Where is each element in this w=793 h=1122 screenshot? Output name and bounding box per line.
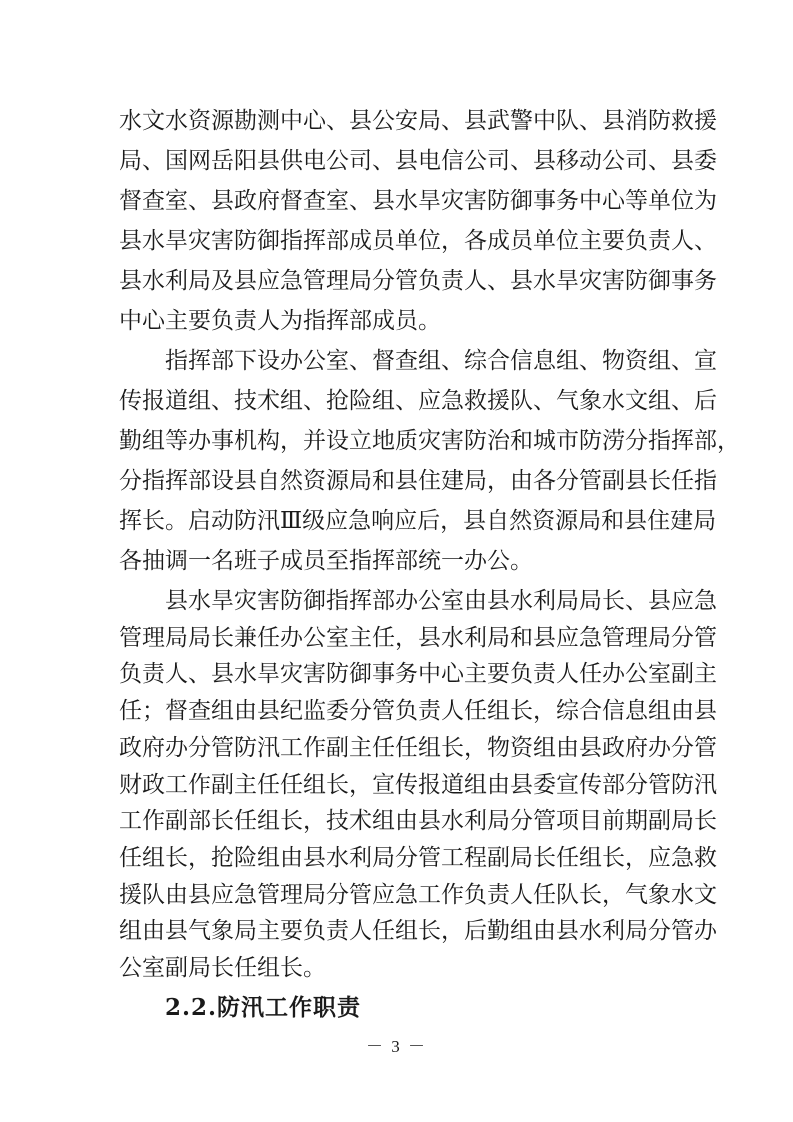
paragraph-line: 各抽调一名班子成员至指挥部统一办公。 xyxy=(119,548,533,574)
paragraph-line: 任；督查组由县纪监委分管负责人任组长，综合信息组由县 xyxy=(119,698,717,725)
paragraph-line: 勤组等办事机构，并设立地质灾害防治和城市防涝分指挥部， xyxy=(119,428,740,454)
paragraph-line: 政府办分管防汛工作副主任任组长，物资组由县政府办分管 xyxy=(119,734,717,761)
section-heading: 2.2.防汛工作职责 xyxy=(165,994,362,1021)
paragraph-line: 组由县气象局主要负责人任组长，后勤组由县水利局分管办 xyxy=(119,918,717,945)
paragraph-line: 分指挥部设县自然资源局和县住建局，由各分管副县长任指 xyxy=(119,468,717,494)
paragraph-line: 县水旱灾害防御指挥部成员单位，各成员单位主要负责人、 xyxy=(119,228,717,254)
paragraph-line: 指挥部下设办公室、督查组、综合信息组、物资组、宣 xyxy=(165,348,717,374)
paragraph-line: 任组长，抢险组由县水利局分管工程副局长任组长，应急救 xyxy=(119,844,717,871)
paragraph-line: 管理局局长兼任办公室主任，县水利局和县应急管理局分管 xyxy=(119,624,717,651)
paragraph-line: 县水旱灾害防御指挥部办公室由县水利局局长、县应急 xyxy=(165,588,717,614)
paragraph-line: 传报道组、技术组、抢险组、应急救援队、气象水文组、后 xyxy=(119,388,717,414)
page-number: － 3 － xyxy=(366,1037,427,1056)
paragraph-line: 中心主要负责人为指挥部成员。 xyxy=(119,308,441,334)
paragraph-line: 援队由县应急管理局分管应急工作负责人任队长，气象水文 xyxy=(119,881,717,908)
paragraph-line: 挥长。启动防汛Ⅲ级应急响应后，县自然资源局和县住建局 xyxy=(119,508,717,534)
paragraph-line: 负责人、县水旱灾害防御事务中心主要负责人任办公室副主 xyxy=(119,661,717,688)
paragraph-line: 财政工作副主任任组长，宣传报道组由县委宣传部分管防汛 xyxy=(119,771,717,798)
paragraph-line: 工作副部长任组长，技术组由县水利局分管项目前期副局长 xyxy=(119,808,717,835)
paragraph-line: 公室副局长任组长。 xyxy=(119,955,326,981)
paragraph-line: 水文水资源勘测中心、县公安局、县武警中队、县消防救援 xyxy=(119,108,717,134)
paragraph-line: 督查室、县政府督查室、县水旱灾害防御事务中心等单位为 xyxy=(119,188,717,214)
paragraph-line: 县水利局及县应急管理局分管负责人、县水旱灾害防御事务 xyxy=(119,268,717,294)
paragraph-line: 局、国网岳阳县供电公司、县电信公司、县移动公司、县委 xyxy=(119,148,717,174)
